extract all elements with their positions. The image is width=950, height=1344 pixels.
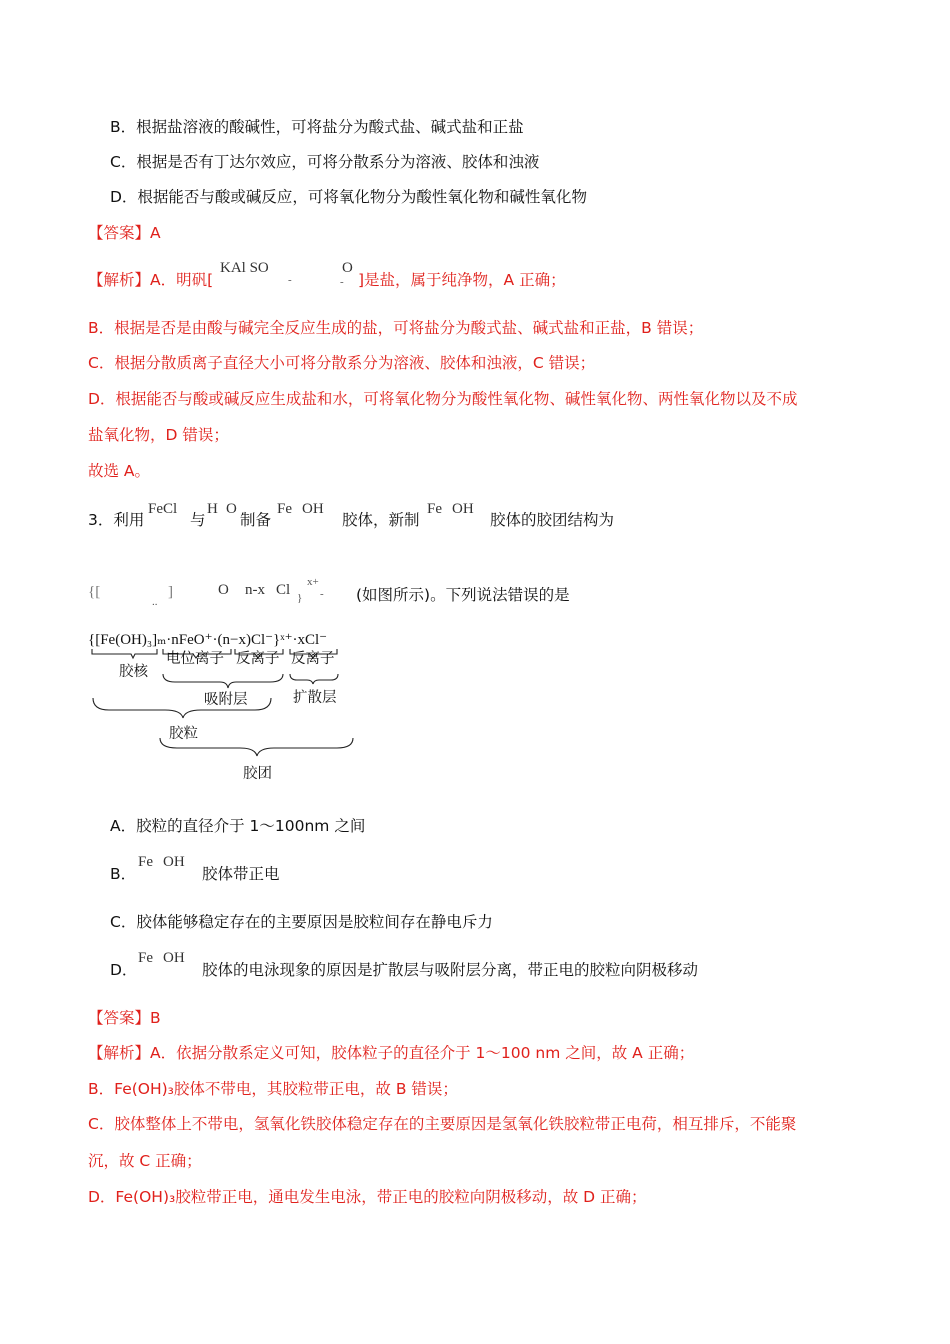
feoh3-formula-oh-2: OH <box>452 501 474 517</box>
micelle-inline-brace: {[ <box>88 584 101 600</box>
q3-option-d-text: 胶体的电泳现象的原因是扩散层与吸附层分离，带正电的胶粒向阴极移动 <box>202 961 699 979</box>
micelle-inline-dot: - <box>320 588 324 600</box>
q2-analysis-label: 【解析】A．明矾[ <box>88 271 214 289</box>
q3-option-b-text: 胶体带正电 <box>202 865 280 883</box>
micelle-inline-bracket: ] <box>168 584 173 600</box>
q2-analysis-a-tail: ]是盐，属于纯净物，A 正确； <box>358 271 566 289</box>
micelle-inline-sup: x+ <box>307 576 319 588</box>
q3-analysis-b: B．Fe(OH)₃胶体不带电，其胶粒带正电，故 B 错误； <box>88 1080 458 1098</box>
q3-stem-3: 制备 <box>240 511 272 529</box>
q3-analysis-d: D．Fe(OH)₃胶粒带正电，通电发生电泳，带正电的胶粒向阴极移动，故 D 正确； <box>88 1188 647 1206</box>
feoh3-formula-fe-2: Fe <box>427 501 442 517</box>
label-micelle: 胶团 <box>243 766 272 782</box>
alum-formula-part-1: KAl SO <box>220 260 269 276</box>
q3-stem-2: 与 <box>190 511 206 529</box>
q2-answer: 【答案】A <box>88 224 161 242</box>
label-diffusion-layer: 扩散层 <box>293 690 337 706</box>
fecl3-formula: FeCl <box>148 501 178 517</box>
alum-formula-sub: - <box>288 274 292 286</box>
q2-analysis-d-line1: D．根据能否与酸或碱反应生成盐和水，可将氧化物分为酸性氧化物、碱性氧化物、两性氧化物以及不成 <box>88 390 798 408</box>
label-adsorption-layer: 吸附层 <box>204 692 248 708</box>
q3-analysis-a: 【解析】A．依据分散系定义可知，胶体粒子的直径介于 1～100 nm 之间，故 A 正确； <box>88 1044 695 1062</box>
brace-adsorption-layer <box>163 674 283 688</box>
micelle-inline-close: } <box>297 592 303 604</box>
q2-analysis-b: B．根据是否是由酸与碱完全反应生成的盐，可将盐分为酸式盐、碱式盐和正盐，B 错误； <box>88 319 704 337</box>
q3-option-d-oh: OH <box>163 950 185 966</box>
micelle-inline-cl: Cl <box>276 582 291 598</box>
q3-option-b-fe: Fe <box>138 854 153 870</box>
label-counter-ion-1: 反离子 <box>236 651 280 667</box>
micelle-inline-dots: .. <box>152 596 158 608</box>
q2-conclusion: 故选 A。 <box>88 462 151 480</box>
alum-formula-sub-2: - <box>340 276 344 288</box>
q3-stem-6: (如图所示)。下列说法错误的是 <box>356 586 570 604</box>
q3-option-d-fe: Fe <box>138 950 153 966</box>
q2-analysis-d-line2: 盐氧化物，D 错误； <box>88 426 229 444</box>
q3-option-c: C．胶体能够稳定存在的主要原因是胶粒间存在静电斥力 <box>110 913 493 931</box>
brace-core <box>92 649 157 658</box>
q2-option-c: C．根据是否有丁达尔效应，可将分散系分为溶液、胶体和浊液 <box>110 153 540 171</box>
q3-answer: 【答案】B <box>88 1009 161 1027</box>
label-core: 胶核 <box>119 664 148 680</box>
q2-option-b: B．根据盐溶液的酸碱性，可将盐分为酸式盐、碱式盐和正盐 <box>110 118 524 136</box>
q3-option-d-label: D． <box>110 961 138 979</box>
brace-diffusion-layer <box>290 674 338 684</box>
label-potential-ion: 电位离子 <box>166 651 224 667</box>
q3-option-b-oh: OH <box>163 854 185 870</box>
micelle-inline-o: O <box>218 582 229 598</box>
feoh3-formula-fe: Fe <box>277 501 292 517</box>
micelle-inline-nx: n-x <box>245 582 265 598</box>
q3-stem-5: 胶体的胶团结构为 <box>490 511 615 529</box>
label-particle: 胶粒 <box>169 726 198 742</box>
q3-option-b-label: B． <box>110 865 137 883</box>
q3-analysis-c-line1: C．胶体整体上不带电，氢氧化铁胶体稳定存在的主要原因是氢氧化铁胶粒带正电荷，相互排斥，不能聚 <box>88 1115 797 1133</box>
q3-option-a: A．胶粒的直径介于 1～100nm 之间 <box>110 817 366 835</box>
alum-formula-part-2: O <box>342 260 353 276</box>
h2o-formula-o: O <box>226 501 237 517</box>
label-counter-ion-2: 反离子 <box>291 651 335 667</box>
q3-stem-1: 3．利用 <box>88 511 145 529</box>
q3-stem-4: 胶体，新制 <box>342 511 420 529</box>
q2-option-d: D．根据能否与酸或碱反应，可将氧化物分为酸性氧化物和碱性氧化物 <box>110 188 587 206</box>
q3-analysis-c-line2: 沉，故 C 正确； <box>88 1152 202 1170</box>
feoh3-formula-oh: OH <box>302 501 324 517</box>
h2o-formula-h: H <box>207 501 218 517</box>
q2-analysis-c: C．根据分散质离子直径大小可将分散系分为溶液、胶体和浊液，C 错误； <box>88 354 596 372</box>
micelle-formula: {[Fe(OH)₃]ₘ·nFeO⁺·(n−x)Cl⁻}ˣ⁺·xCl⁻ <box>88 632 328 648</box>
